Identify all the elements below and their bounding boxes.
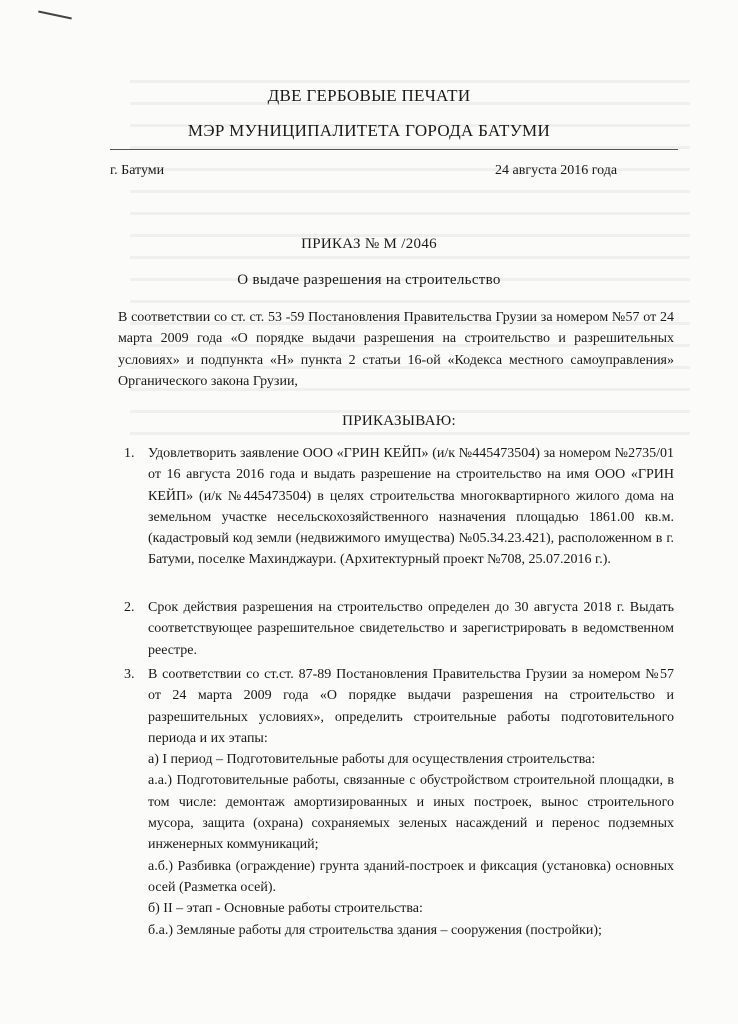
sub-item: б.а.) Земляные работы для строительства здания – сооружения (постройки); (148, 922, 602, 938)
item-text: В соответствии со ст.ст. 87-89 Постановления Правительства Грузии за номером №57 от 24 марта 2009 года «О порядке выдачи разрешения на строительство и разрешительных условиях», определить строительные работы подготовительного периода и их этапы: (148, 667, 674, 746)
item-text: Удовлетворить заявление ООО «ГРИН КЕЙП» (и/к №445473504) за номером №2735/01 от 16 августа 2016 года и выдать разрешение на строительство на имя ООО «ГРИН КЕЙП» (и/к №445473504) в целях строительства многоквартирного жилого дома на земельном участке несельскохозяйственного назначения площадью 1861.00 кв.м. (кадастровый код земли (недвижимого имущества) №05.34.23.421), расположенном в г. Батуми, поселке Махинджаури. (Архитектурный проект №708, 25.07.2016 г.). (148, 446, 674, 568)
order-title: ПРИКАЗ № М /2046 (301, 236, 437, 252)
pen-mark (38, 10, 72, 19)
item-text: Срок действия разрешения на строительство определен до 30 августа 2018 г. Выдать соответствующее разрешительное свидетельство и зарегистрировать в ведомственном реестре. (148, 600, 674, 658)
header-mayor: МЭР МУНИЦИПАЛИТЕТА ГОРОДА БАТУМИ (187, 121, 551, 140)
sub-item: б) II – этап - Основные работы строительства: (148, 901, 423, 917)
sub-item: а.б.) Разбивка (ограждение) грунта зданий-построек и фиксация (установка) основных осей (Разметка осей). (148, 858, 674, 895)
order-subject: О выдаче разрешения на строительство (237, 272, 501, 288)
list-item (124, 664, 674, 941)
item-number: 2. (124, 600, 135, 615)
list-item (124, 443, 674, 571)
header-seals: ДВЕ ГЕРБОВЫЕ ПЕЧАТИ (267, 86, 471, 105)
decree-word: ПРИКАЗЫВАЮ: (342, 413, 456, 429)
item-number: 1. (124, 446, 135, 461)
preamble: В соответствии со ст. ст. 53 -59 Постановления Правительства Грузии за номером №57 от 24 марта 2009 года «О порядке выдачи разрешения на строительство и разрешительных условиях» и подпункта «Н» пункта 2 статьи 16-ой «Кодекса местного самоуправления» Органического закона Грузии, (118, 310, 674, 389)
header-rule (110, 149, 678, 150)
item-number: 3. (124, 667, 135, 682)
place: г. Батуми (110, 163, 165, 178)
date: 24 августа 2016 года (495, 163, 618, 178)
sub-item: а.а.) Подготовительные работы, связанные с обустройством строительной площадки, в том числе: демонтаж амортизированных и иных построек, вынос строительного мусора, защита (охрана) сохраняемых зеленых насаждений и перенос подземных инженерных коммуникаций; (148, 773, 674, 853)
list-item (124, 597, 674, 661)
sub-item: а) I период – Подготовительные работы для осуществления строительства: (148, 752, 596, 768)
